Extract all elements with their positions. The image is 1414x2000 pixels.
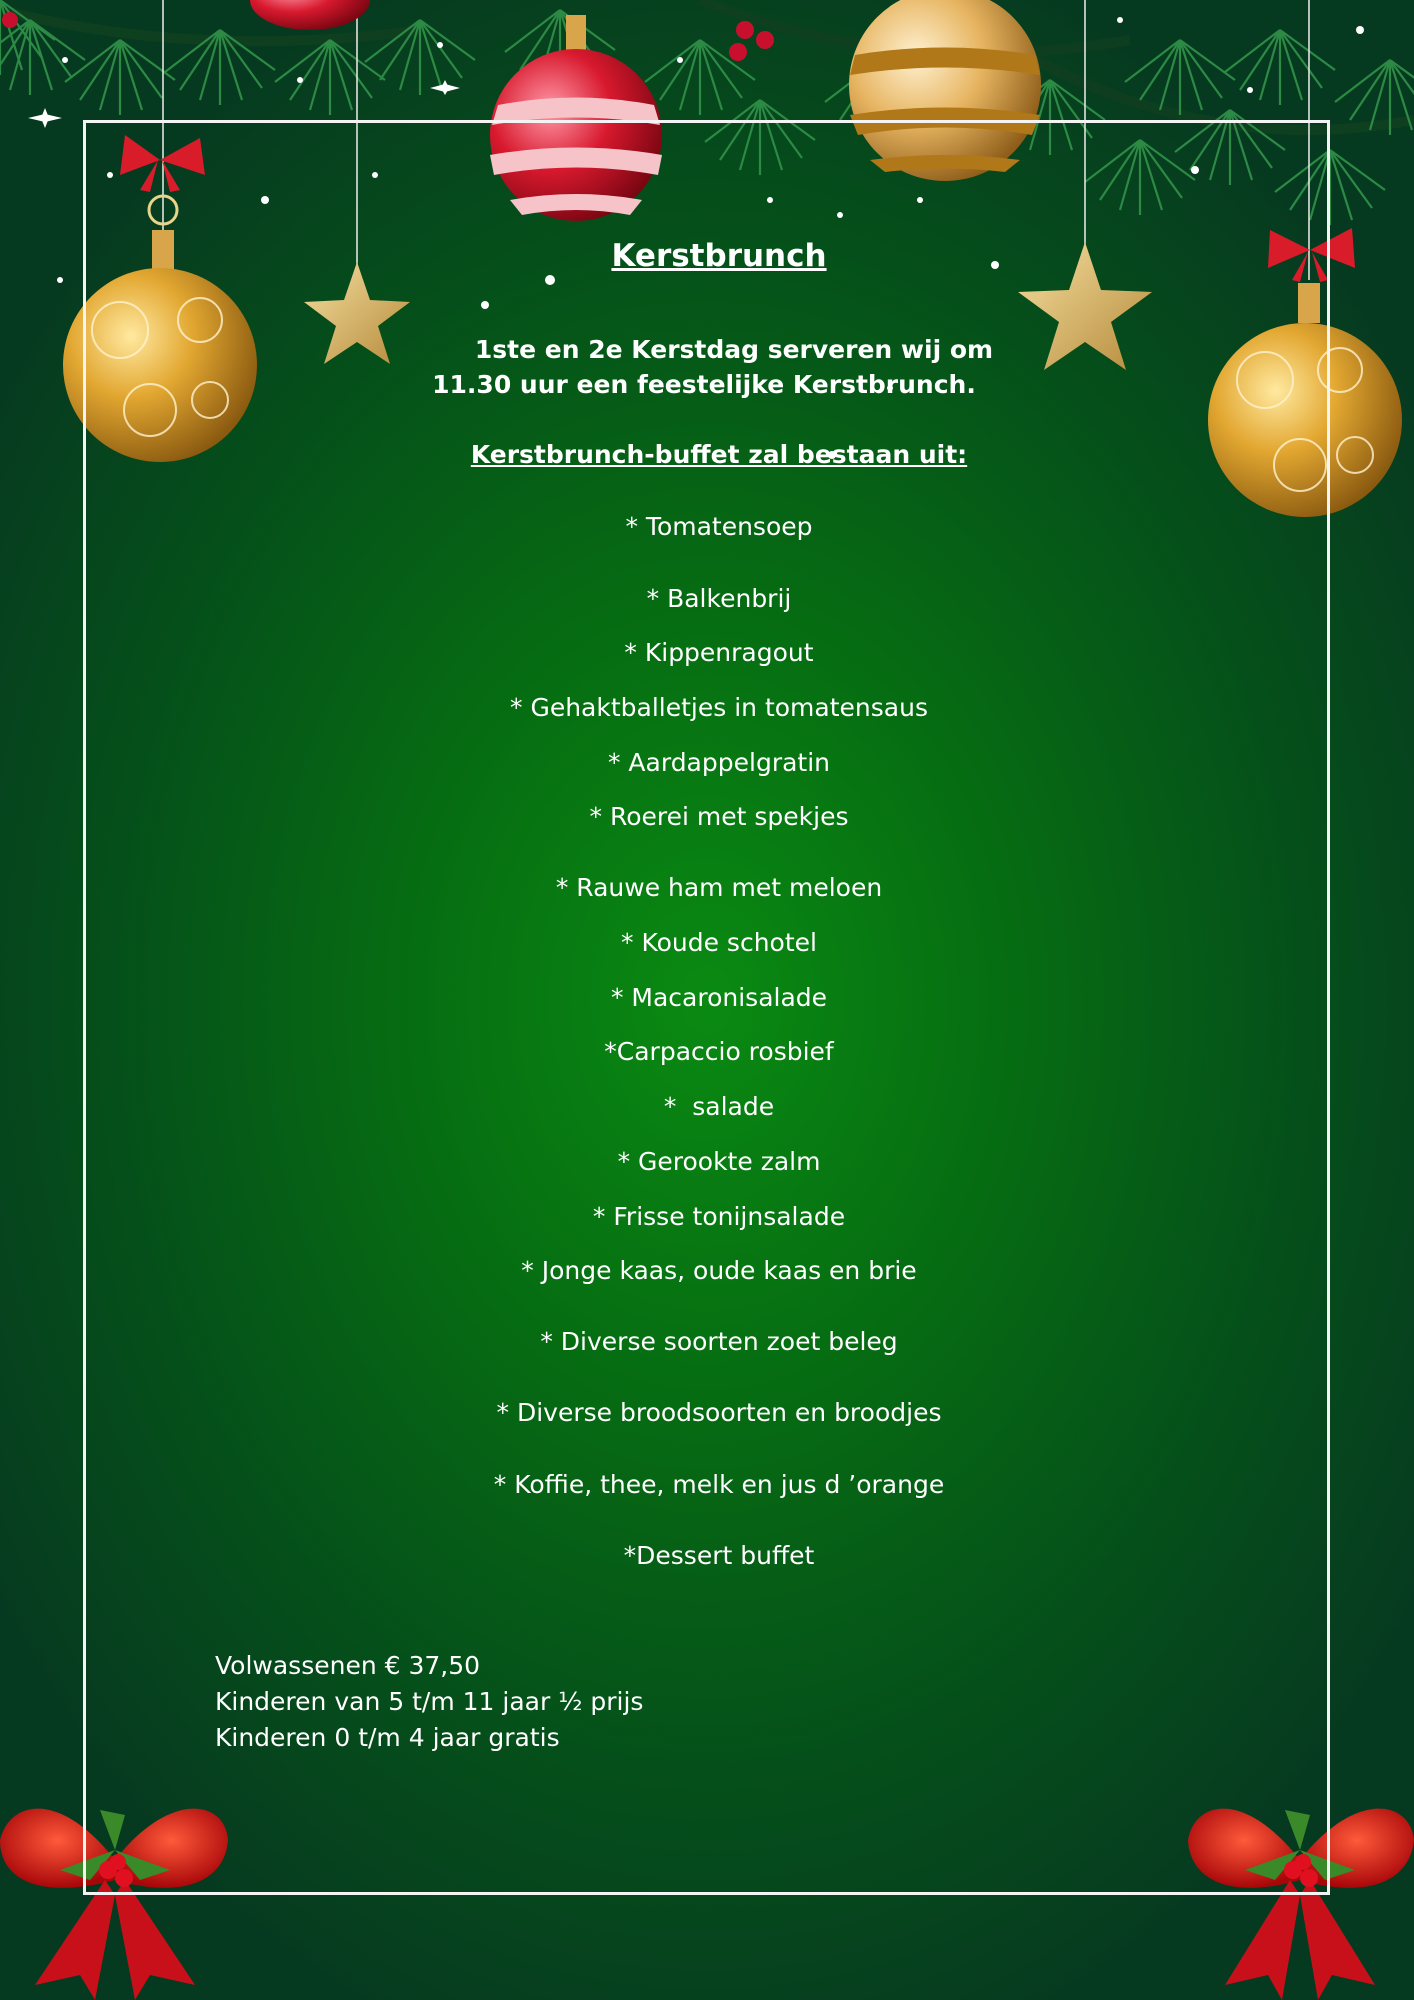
- menu-item: * Gerookte zalm: [617, 1147, 821, 1176]
- menu-item: * Koffie, thee, melk en jus d ’orange: [493, 1470, 945, 1499]
- menu-item: * Diverse soorten zoet beleg: [540, 1327, 898, 1356]
- intro-text: [0, 332, 1414, 402]
- menu-item: * Frisse tonijnsalade: [592, 1202, 846, 1231]
- menu-item: * Rauwe ham met meloen: [555, 873, 883, 902]
- menu-item: * Kippenragout: [624, 638, 814, 667]
- menu-item: * Koude schotel: [621, 928, 817, 957]
- red-bauble-icon: [250, 0, 370, 30]
- menu-item: *Carpaccio rosbief: [604, 1037, 834, 1066]
- price-children-5-11: Kinderen van 5 t/m 11 jaar ½ prijs: [215, 1687, 644, 1716]
- menu-item: * Aardappelgratin: [607, 748, 831, 777]
- menu-item: * Tomatensoep: [625, 512, 813, 541]
- menu-item: * Gehaktballetjes in tomatensaus: [510, 693, 928, 722]
- menu-item: * Macaronisalade: [610, 983, 828, 1012]
- menu-item: * Jonge kaas, oude kaas en brie: [521, 1256, 917, 1285]
- intro-line-2: 11.30 uur een feestelijke Kerstbrunch.: [432, 370, 976, 399]
- menu-item: *Dessert buffet: [623, 1541, 815, 1570]
- menu-item: * salade: [663, 1092, 775, 1121]
- price-adults: Volwassenen € 37,50: [215, 1651, 481, 1680]
- page-title: Kerstbrunch: [611, 238, 827, 274]
- buffet-heading: Kerstbrunch-buffet zal bestaan uit:: [470, 440, 968, 469]
- menu-item: * Balkenbrij: [646, 584, 792, 613]
- intro-line-1: 1ste en 2e Kerstdag serveren wij om: [474, 335, 994, 364]
- price-children-0-4: Kinderen 0 t/m 4 jaar gratis: [215, 1723, 560, 1752]
- menu-item: * Roerei met spekjes: [589, 802, 849, 831]
- menu-item: * Diverse broodsoorten en broodjes: [496, 1398, 942, 1427]
- price-list: [215, 1648, 643, 1756]
